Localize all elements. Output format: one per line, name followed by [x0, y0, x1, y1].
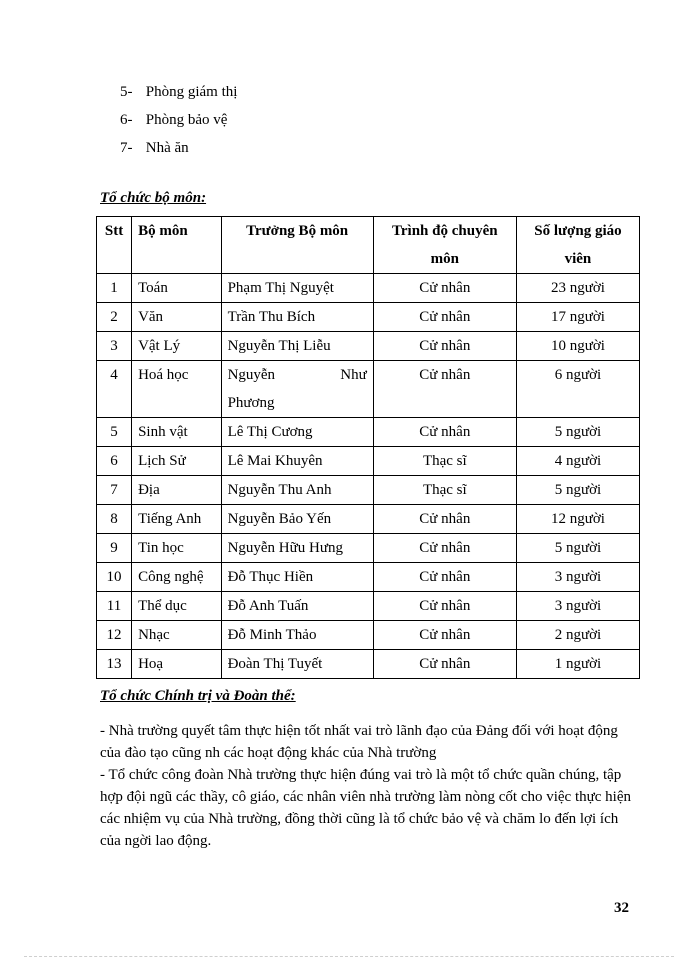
table-row	[97, 332, 640, 361]
cell-qualification: Cử nhân	[373, 592, 516, 621]
header-cell-qualification: Trình độ chuyên môn	[373, 217, 516, 274]
cell-stt: 4	[97, 361, 132, 418]
cell-head: Lê Mai Khuyên	[221, 447, 373, 476]
cell-teacher-count: 23 người	[516, 274, 639, 303]
cell-qualification: Cử nhân	[373, 332, 516, 361]
cell-qualification: Thạc sĩ	[373, 447, 516, 476]
cell-stt: 3	[97, 332, 132, 361]
cell-qualification: Cử nhân	[373, 418, 516, 447]
cell-subject: Vật Lý	[132, 332, 222, 361]
page-bottom-divider	[24, 956, 674, 957]
cell-head: Đỗ Thục Hiền	[221, 563, 373, 592]
cell-head: Đỗ Anh Tuấn	[221, 592, 373, 621]
cell-stt: 10	[97, 563, 132, 592]
paragraph: - Tổ chức công đoàn Nhà trường thực hiện đúng vai trò là một tổ chức quần chúng, tập hợp đội ngũ các thầy, cô giáo, các nhân viên nhà trường làm nòng cốt cho việc thực hiện các nhiệm vụ của Nhà trường, đồng thời cũng là tổ chức bảo vệ và chăm lo đến lợi ích của ngời lao động.	[100, 767, 631, 849]
header-cell-teacher-count: Số lượng giáo viên	[516, 217, 639, 274]
cell-teacher-count: 17 người	[516, 303, 639, 332]
header-cell-stt: Stt	[97, 217, 132, 274]
table-row	[97, 505, 640, 534]
cell-teacher-count: 12 người	[516, 505, 639, 534]
cell-subject: Hoá học	[132, 361, 222, 418]
list-item: 5- Phòng giám thị	[120, 84, 238, 100]
cell-qualification: Thạc sĩ	[373, 476, 516, 505]
cell-subject: Hoạ	[132, 650, 222, 679]
cell-head: Nguyễn Thị Liễu	[221, 332, 373, 361]
cell-subject: Văn	[132, 303, 222, 332]
cell-subject: Công nghệ	[132, 563, 222, 592]
paragraph: - Nhà trường quyết tâm thực hiện tốt nhất vai trò lãnh đạo của Đảng đối với hoạt động của đào tạo cũng nh các hoạt động khác của Nhà trường	[100, 723, 618, 761]
cell-stt: 6	[97, 447, 132, 476]
cell-teacher-count: 5 người	[516, 418, 639, 447]
table-row	[97, 621, 640, 650]
cell-teacher-count: 3 người	[516, 563, 639, 592]
cell-head: Trần Thu Bích	[221, 303, 373, 332]
cell-teacher-count: 2 người	[516, 621, 639, 650]
table-header-row	[97, 217, 640, 274]
section-heading-departments: Tổ chức bộ môn:	[100, 190, 207, 206]
cell-subject: Địa	[132, 476, 222, 505]
table-row	[97, 303, 640, 332]
cell-subject: Tin học	[132, 534, 222, 563]
cell-teacher-count: 6 người	[516, 361, 639, 418]
cell-qualification: Cử nhân	[373, 650, 516, 679]
page-number: 32	[614, 900, 629, 916]
header-cell-subject: Bộ môn	[132, 217, 222, 274]
cell-stt: 12	[97, 621, 132, 650]
cell-head: Nguyễn Hữu Hưng	[221, 534, 373, 563]
table-row	[97, 650, 640, 679]
cell-head: Lê Thị Cương	[221, 418, 373, 447]
cell-stt: 2	[97, 303, 132, 332]
table-row	[97, 274, 640, 303]
table-row	[97, 592, 640, 621]
list-item: 7- Nhà ăn	[120, 140, 189, 156]
cell-stt: 8	[97, 505, 132, 534]
cell-qualification: Cử nhân	[373, 505, 516, 534]
cell-qualification: Cử nhân	[373, 361, 516, 418]
cell-teacher-count: 10 người	[516, 332, 639, 361]
cell-subject: Thể dục	[132, 592, 222, 621]
table-row	[97, 361, 640, 418]
cell-qualification: Cử nhân	[373, 274, 516, 303]
table-row	[97, 476, 640, 505]
table-row	[97, 418, 640, 447]
cell-teacher-count: 3 người	[516, 592, 639, 621]
cell-stt: 7	[97, 476, 132, 505]
department-table	[96, 216, 640, 679]
section-heading-political: Tổ chức Chính trị và Đoàn thể:	[100, 688, 296, 704]
cell-stt: 11	[97, 592, 132, 621]
cell-teacher-count: 5 người	[516, 476, 639, 505]
cell-head: Nguyễn Thu Anh	[221, 476, 373, 505]
cell-head: Đoàn Thị Tuyết	[221, 650, 373, 679]
cell-head: Nguyễn Bảo Yến	[221, 505, 373, 534]
cell-qualification: Cử nhân	[373, 563, 516, 592]
table-row	[97, 563, 640, 592]
cell-subject: Toán	[132, 274, 222, 303]
room-list	[120, 78, 237, 162]
table-row	[97, 534, 640, 563]
cell-head: Phạm Thị Nguyệt	[221, 274, 373, 303]
cell-teacher-count: 1 người	[516, 650, 639, 679]
cell-subject: Tiếng Anh	[132, 505, 222, 534]
cell-qualification: Cử nhân	[373, 621, 516, 650]
cell-qualification: Cử nhân	[373, 303, 516, 332]
cell-head	[221, 361, 373, 418]
cell-teacher-count: 5 người	[516, 534, 639, 563]
cell-teacher-count: 4 người	[516, 447, 639, 476]
head-name-line2: Phương	[227, 395, 275, 411]
list-item: 6- Phòng bảo vệ	[120, 112, 228, 128]
cell-stt: 9	[97, 534, 132, 563]
header-cell-head: Trưởng Bộ môn	[221, 217, 373, 274]
table-row	[97, 447, 640, 476]
cell-subject: Lịch Sử	[132, 447, 222, 476]
cell-subject: Nhạc	[132, 621, 222, 650]
cell-stt: 5	[97, 418, 132, 447]
cell-stt: 13	[97, 650, 132, 679]
cell-head: Đỗ Minh Thảo	[221, 621, 373, 650]
cell-subject: Sinh vật	[132, 418, 222, 447]
cell-qualification: Cử nhân	[373, 534, 516, 563]
head-name-line1: Nguyễn Như	[227, 367, 367, 383]
cell-stt: 1	[97, 274, 132, 303]
